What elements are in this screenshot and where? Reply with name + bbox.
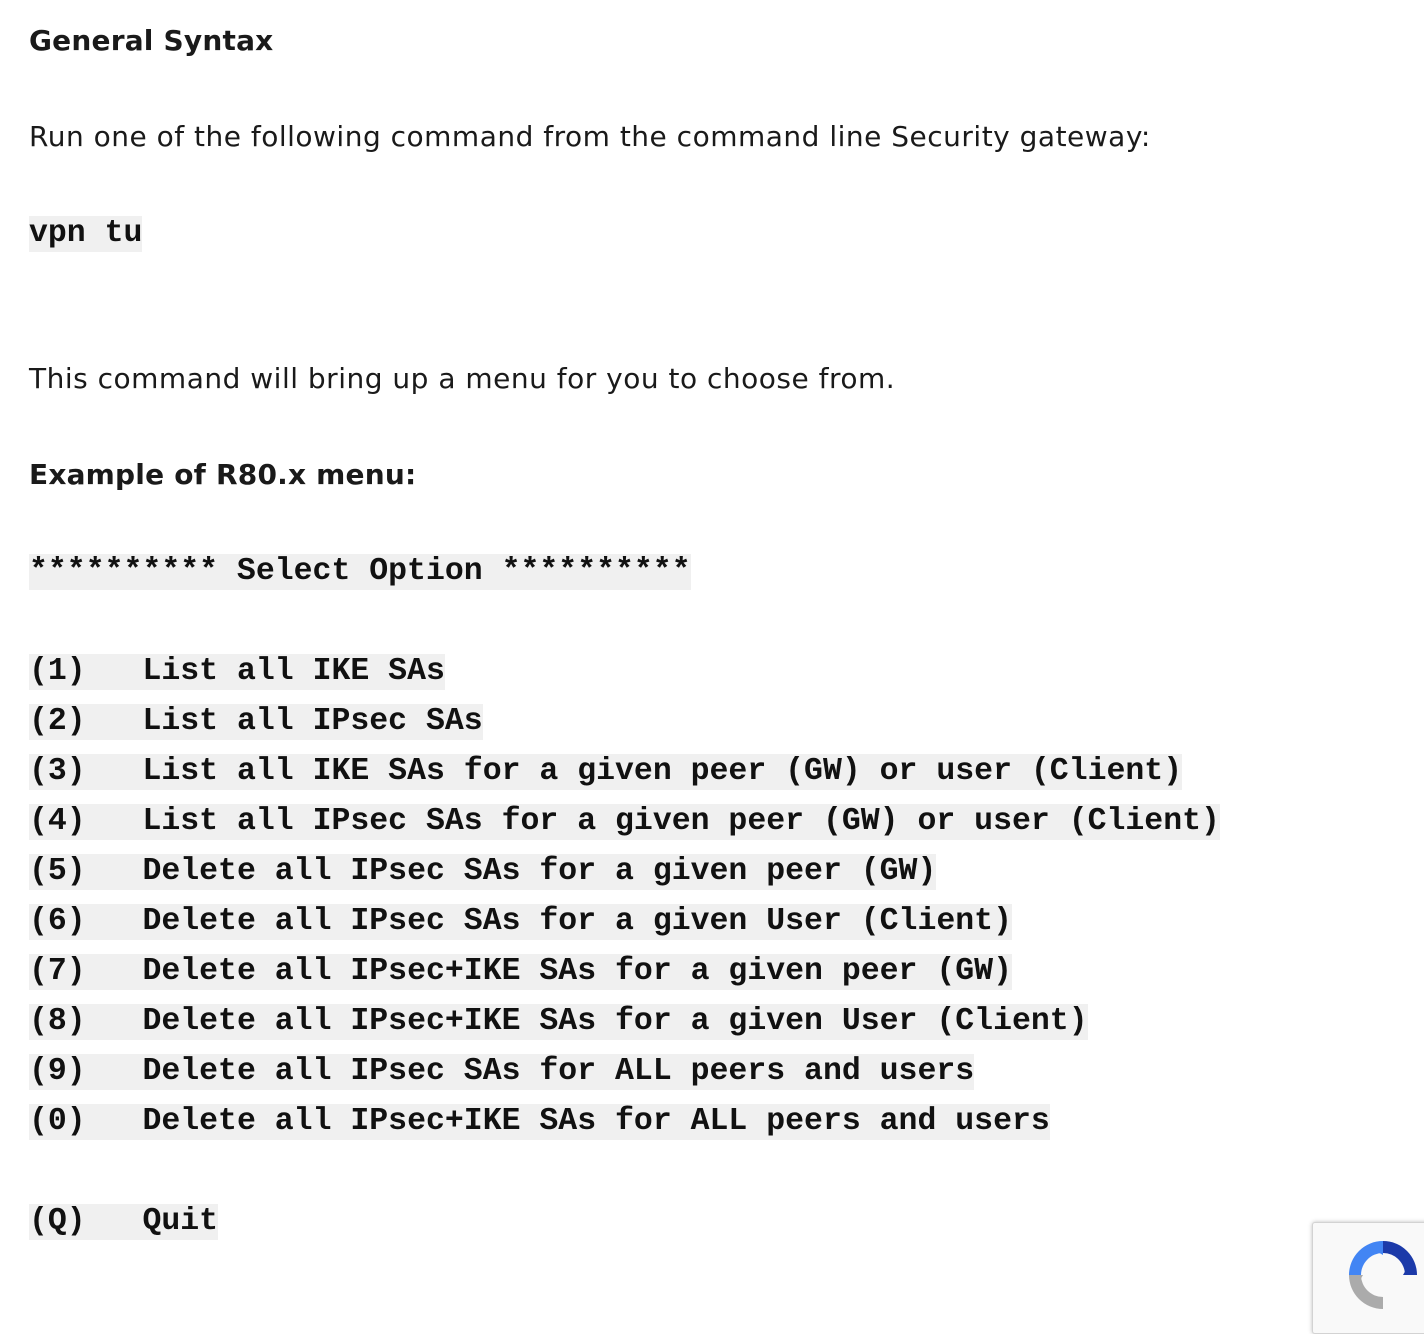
menu-item [29,1054,974,1090]
menu-item-key: (0) [29,1104,86,1139]
menu-item-label: Delete all IPsec+IKE SAs for ALL peers and users [142,1104,1050,1139]
menu-item-quit [29,1204,218,1240]
menu-item-label: Delete all IPsec+IKE SAs for a given User (Client) [142,1004,1088,1039]
menu-item-label: List all IPsec SAs for a given peer (GW) or user (Client) [142,804,1220,839]
command-code: vpn tu [29,216,143,251]
menu-item-key: (4) [29,804,86,839]
menu-item-key: (2) [29,704,86,739]
menu-item [29,654,445,690]
recaptcha-icon [1343,1235,1423,1315]
menu-item-key: (8) [29,1004,86,1039]
menu-item-key: (6) [29,904,86,939]
menu-item-key: (3) [29,754,86,789]
menu-item [29,954,1012,990]
menu-item [29,704,483,740]
intro-paragraph: Run one of the following command from the command line Security gateway: [29,120,1151,153]
menu-item-label: List all IPsec SAs [142,704,483,739]
menu-item-key: (Q) [29,1204,86,1239]
menu-item-label: Delete all IPsec+IKE SAs for a given peer (GW) [142,954,1012,989]
menu-item [29,904,1012,940]
menu-item-label: Quit [142,1204,219,1239]
menu-item [29,754,1182,790]
menu-item-key: (7) [29,954,86,989]
recaptcha-badge[interactable] [1312,1222,1424,1334]
menu-item [29,1104,1050,1140]
menu-item-label: List all IKE SAs for a given peer (GW) or user (Client) [142,754,1183,789]
menu-header: ********** Select Option ********** [29,554,691,589]
menu-item-key: (9) [29,1054,86,1089]
menu-item-key: (5) [29,854,86,889]
section-title: General Syntax [29,24,274,57]
menu-description: This command will bring up a menu for you to choose from. [29,362,896,395]
menu-item [29,854,936,890]
menu-item [29,804,1220,840]
menu-item-label: Delete all IPsec SAs for a given peer (GW) [142,854,937,889]
menu-item-label: List all IKE SAs [142,654,445,689]
menu-item-key: (1) [29,654,86,689]
menu-item [29,1004,1088,1040]
menu-item-label: Delete all IPsec SAs for ALL peers and users [142,1054,975,1089]
example-title: Example of R80.x menu: [29,458,417,491]
menu-item-label: Delete all IPsec SAs for a given User (Client) [142,904,1012,939]
